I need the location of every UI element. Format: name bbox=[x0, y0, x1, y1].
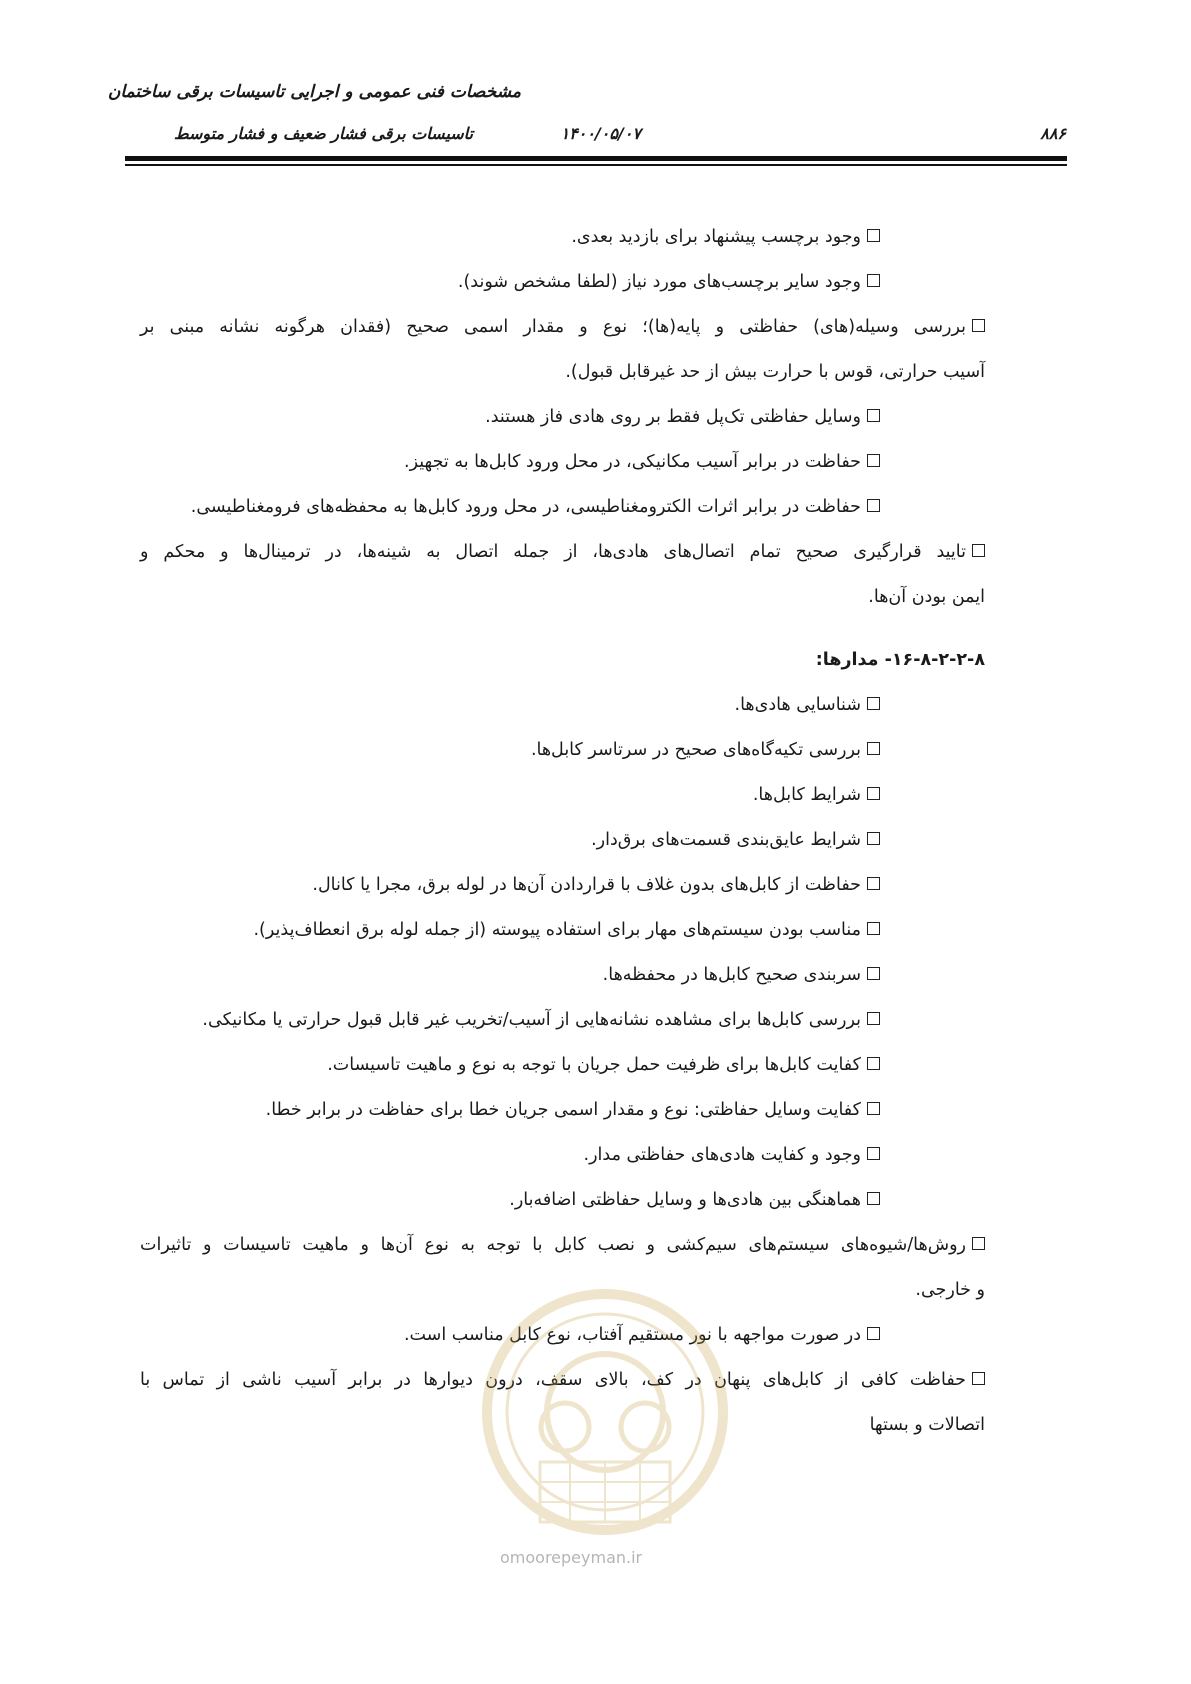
checklist-item: وجود سایر برچسب‌های مورد نیاز (لطفا مشخص شوند). bbox=[140, 260, 985, 305]
book-title: مشخصات فنی عمومی و اجرایی تاسیسات برقی ساختمان bbox=[107, 82, 521, 102]
watermark-text: omoorepeyman.ir bbox=[500, 1548, 643, 1567]
checklist-item: کفایت وسایل حفاظتی: نوع و مقدار اسمی جریان خطا برای حفاظت در برابر خطا. bbox=[140, 1088, 985, 1133]
checklist-item: در صورت مواجهه با نور مستقیم آفتاب، نوع کابل مناسب است. bbox=[140, 1313, 985, 1358]
seal-logo-icon bbox=[470, 1262, 740, 1582]
checklist-item: سربندی صحیح کابل‌ها در محفظه‌ها. bbox=[140, 953, 985, 998]
checkbox-icon bbox=[972, 1372, 985, 1385]
checkbox-icon bbox=[867, 229, 880, 242]
checkbox-icon bbox=[867, 499, 880, 512]
checkbox-icon bbox=[867, 922, 880, 935]
header-rule-thin bbox=[125, 164, 1067, 166]
checklist-item: مناسب بودن سیستم‌های مهار برای استفاده پیوسته (از جمله لوله برق انعطاف‌پذیر). bbox=[140, 908, 985, 953]
checklist-item: شناسایی هادی‌ها. bbox=[140, 683, 985, 728]
checkbox-icon bbox=[867, 274, 880, 287]
checklist-item: بررسی کابل‌ها برای مشاهده نشانه‌هایی از آسیب/تخریب غیر قابل قبول حرارتی یا مکانیکی. bbox=[140, 998, 985, 1043]
checklist-item: کفایت کابل‌ها برای ظرفیت حمل جریان با توجه به نوع و ماهیت تاسیسات. bbox=[140, 1043, 985, 1088]
checkbox-icon bbox=[867, 409, 880, 422]
checklist-item: بررسی تکیه‌گاه‌های صحیح در سرتاسر کابل‌ها. bbox=[140, 728, 985, 773]
header-date: ۱۴۰۰/۰۵/۰۷ bbox=[560, 124, 641, 143]
checkbox-icon bbox=[867, 454, 880, 467]
checkbox-icon bbox=[867, 1327, 880, 1340]
section-title: تاسیسات برقی فشار ضعیف و فشار متوسط bbox=[173, 124, 473, 143]
checkbox-icon bbox=[972, 1237, 985, 1250]
checklist-item-continuation: ایمن بودن آن‌ها. bbox=[868, 587, 985, 607]
checklist-item: حفاظت از کابل‌های بدون غلاف با قراردادن آن‌ها در لوله برق، مجرا یا کانال. bbox=[140, 863, 985, 908]
checklist-item-continuation: اتصالات و بستها bbox=[869, 1415, 985, 1435]
checklist-item: حفاظت کافی از کابل‌های پنهان در کف، بالای سقف، درون دیوارها در برابر آسیب ناشی از تماس با bbox=[140, 1358, 985, 1403]
checkbox-icon bbox=[867, 1147, 880, 1160]
header-rule-thick bbox=[125, 156, 1067, 161]
page-header bbox=[0, 0, 1191, 170]
checkbox-icon bbox=[867, 877, 880, 890]
checklist-item: بررسی وسیله(های) حفاظتی و پایه(ها)؛ نوع و مقدار اسمی صحیح (فقدان هرگونه نشانه مبنی بر bbox=[140, 305, 985, 350]
header-row bbox=[0, 124, 1191, 148]
checkbox-icon bbox=[867, 1102, 880, 1115]
section-heading: ۱۶-۸-۲-۲-۸- مدارها: bbox=[815, 650, 985, 670]
checkbox-icon bbox=[867, 832, 880, 845]
checklist-item: حفاظت در برابر اثرات الکترومغناطیسی، در محل ورود کابل‌ها به محفظه‌های فرومغناطیسی. bbox=[140, 485, 985, 530]
checklist-item: وجود و کفایت هادی‌های حفاظتی مدار. bbox=[140, 1133, 985, 1178]
checklist-item-continuation: و خارجی. bbox=[915, 1280, 985, 1300]
page-number: ۸۸۶ bbox=[1040, 124, 1066, 143]
checkbox-icon bbox=[867, 1192, 880, 1205]
checkbox-icon bbox=[972, 544, 985, 557]
checklist-item: وسایل حفاظتی تک‌پل فقط بر روی هادی فاز هستند. bbox=[140, 395, 985, 440]
checkbox-icon bbox=[867, 1057, 880, 1070]
checklist-item: حفاظت در برابر آسیب مکانیکی، در محل ورود کابل‌ها به تجهیز. bbox=[140, 440, 985, 485]
checklist-item: هماهنگی بین هادی‌ها و وسایل حفاظتی اضافه‌بار. bbox=[140, 1178, 985, 1223]
checkbox-icon bbox=[867, 967, 880, 980]
checklist-item: تایید قرارگیری صحیح تمام اتصال‌های هادی‌ها، از جمله اتصال به شینه‌ها، در ترمینال‌ها و محکم و bbox=[140, 530, 985, 575]
checkbox-icon bbox=[972, 319, 985, 332]
checkbox-icon bbox=[867, 787, 880, 800]
checklist-item: روش‌ها/شیوه‌های سیستم‌های سیم‌کشی و نصب کابل با توجه به نوع آن‌ها و ماهیت تاسیسات و تاثیرات bbox=[140, 1223, 985, 1268]
checklist-item: وجود برچسب پیشنهاد برای بازدید بعدی. bbox=[140, 215, 985, 260]
checkbox-icon bbox=[867, 697, 880, 710]
checklist-item: شرایط کابل‌ها. bbox=[140, 773, 985, 818]
checklist-item-continuation: آسیب حرارتی، قوس با حرارت بیش از حد غیرقابل قبول). bbox=[565, 362, 985, 382]
checkbox-icon bbox=[867, 742, 880, 755]
checklist-item: شرایط عایق‌بندی قسمت‌های برق‌دار. bbox=[140, 818, 985, 863]
checkbox-icon bbox=[867, 1012, 880, 1025]
